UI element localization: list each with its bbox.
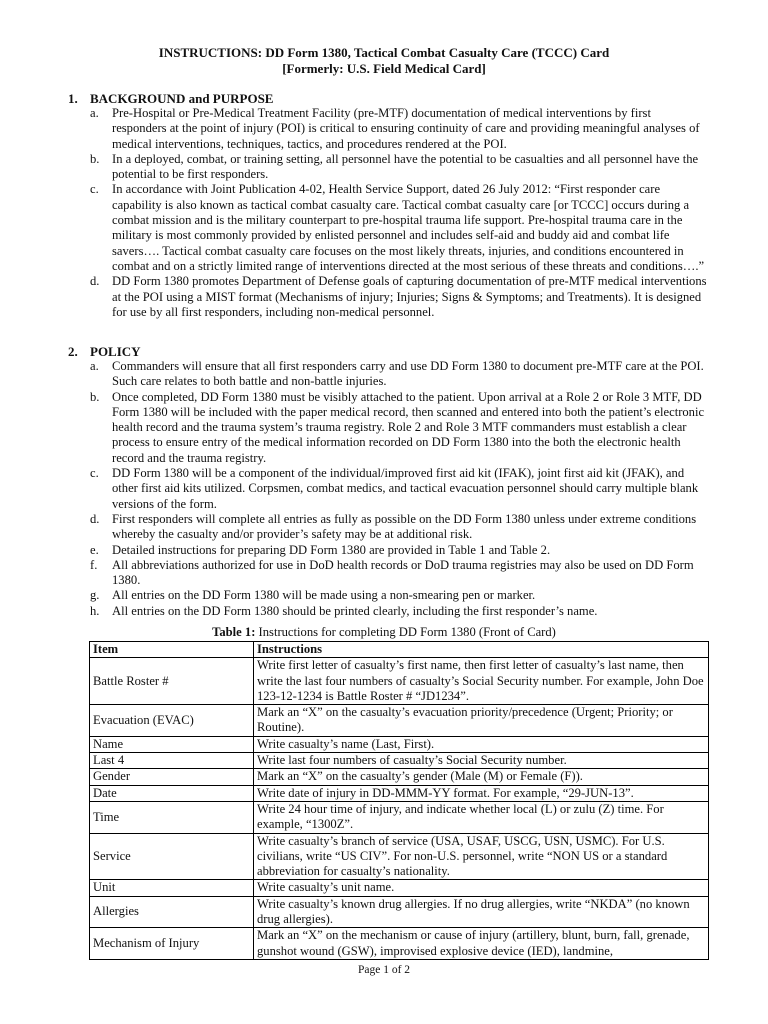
section-heading-background [68, 91, 708, 106]
section-heading-text: BACKGROUND and PURPOSE [90, 91, 274, 106]
column-header-item: Item [90, 642, 254, 658]
table-row [90, 896, 709, 928]
table-row [90, 753, 709, 769]
list-item [90, 543, 708, 558]
list-item-text: All entries on the DD Form 1380 should be printed clearly, including the first responder’s name. [112, 603, 598, 618]
table-caption-label: Table 1: [212, 625, 256, 639]
table-row [90, 736, 709, 752]
table-cell-item: Last 4 [90, 753, 254, 769]
table-cell-instructions: Write last four numbers of casualty’s Social Security number. [254, 753, 709, 769]
table-cell-instructions: Write first letter of casualty’s first name, then first letter of casualty’s last name, then write the last four numbers of casualty’s Social Security number. For example, John Doe 123-12-1234 is Battle Roster # “JD1234”. [254, 658, 709, 705]
title-line-1: INSTRUCTIONS: DD Form 1380, Tactical Combat Casualty Care (TCCC) Card [158, 45, 610, 60]
table-cell-instructions: Mark an “X” on the casualty’s gender (Male (M) or Female (F)). [254, 769, 709, 785]
table-row [90, 833, 709, 880]
table-cell-item: Mechanism of Injury [90, 928, 254, 960]
table-row [90, 880, 709, 896]
table-cell-instructions: Write 24 hour time of injury, and indicate whether local (L) or zulu (Z) time. For example, “1300Z”. [254, 801, 709, 833]
table-caption-text: Instructions for completing DD Form 1380 (Front of Card) [255, 625, 556, 639]
section-number: 1. [68, 91, 78, 106]
table-row [90, 658, 709, 705]
section-heading-text: POLICY [90, 344, 141, 359]
list-item [90, 182, 708, 274]
section-number: 2. [68, 344, 78, 359]
list-marker: c. [90, 466, 99, 481]
table-cell-item: Evacuation (EVAC) [90, 705, 254, 737]
list-item-text: All entries on the DD Form 1380 will be made using a non-smearing pen or marker. [112, 588, 536, 603]
list-marker: e. [90, 542, 99, 557]
table-row [90, 769, 709, 785]
table-cell-instructions: Mark an “X” on the casualty’s evacuation priority/precedence (Urgent; Priority; or Routine). [254, 705, 709, 737]
instructions-table [89, 641, 709, 960]
list-item-text: All abbreviations authorized for use in DoD health records or DoD trauma registries may also be used on DD Form 1380. [112, 557, 694, 588]
column-header-instructions: Instructions [254, 642, 709, 658]
table-cell-item: Name [90, 736, 254, 752]
table-cell-instructions: Write casualty’s name (Last, First). [254, 736, 709, 752]
table-cell-item: Time [90, 801, 254, 833]
list-marker: g. [90, 588, 100, 603]
table-cell-item: Date [90, 785, 254, 801]
list-marker: c. [90, 182, 99, 197]
table-row [90, 801, 709, 833]
list-item [90, 604, 708, 619]
title-line-2: [Formerly: U.S. Field Medical Card] [282, 61, 486, 76]
list-item [90, 152, 708, 183]
list-item-text: Once completed, DD Form 1380 must be visibly attached to the patient. Upon arrival at a Role 2 or Role 3 MTF, DD Form 1380 will be included with the paper medical record, then scanned and entered into both the patient’s electronic health record and the trauma system’s trauma registry. Role 2 and Role 3 MTF commanders must establish a clear process to ensure entry of the medical information recorded on DD Form 1380 into the both the electronic health record and the trauma registry. [112, 389, 705, 465]
list-item-text: First responders will complete all entries as fully as possible on the DD Form 1380 unless under extreme conditions whereby the casualty and/or provider’s safety may be at additional risk. [112, 511, 697, 542]
list-item [90, 588, 708, 603]
section-policy-items [90, 359, 708, 619]
section-background-items [90, 106, 708, 320]
table-cell-instructions: Write date of injury in DD-MMM-YY format. For example, “29-JUN-13”. [254, 785, 709, 801]
table-cell-instructions: Write casualty’s branch of service (USA, USAF, USCG, USN, USMC). For U.S. civilians, write “US CIV”. For non-U.S. personnel, write “NON US or a standard abbreviation for casualty’s nationality. [254, 833, 709, 880]
table-cell-item: Allergies [90, 896, 254, 928]
table-cell-instructions: Write casualty’s unit name. [254, 880, 709, 896]
list-item-text: DD Form 1380 will be a component of the individual/improved first aid kit (IFAK), joint first aid kit (JFAK), and other first aid kits utilized. Corpsmen, combat medics, and tactical evacuation personnel should carry multiple blank versions of the form. [112, 466, 699, 511]
list-item [90, 274, 708, 320]
list-item [90, 466, 708, 512]
table-cell-instructions: Write casualty’s known drug allergies. If no drug allergies, write “NKDA” (no known drug allergies). [254, 896, 709, 928]
list-item-text: DD Form 1380 promotes Department of Defense goals of capturing documentation of pre-MTF medical interventions at the POI using a MIST format (Mechanisms of injury; Injuries; Signs & Symptoms; and Treatments). It is designed for use by all first responders, including non-medical personnel. [112, 274, 707, 319]
table-cell-item: Battle Roster # [90, 658, 254, 705]
document-title [0, 45, 768, 77]
table-row [90, 705, 709, 737]
list-marker: d. [90, 511, 100, 526]
list-marker: a. [90, 359, 99, 373]
list-marker: b. [90, 151, 100, 166]
table-caption [0, 625, 768, 640]
table-row [90, 928, 709, 960]
list-marker: f. [90, 557, 98, 572]
list-item [90, 390, 708, 466]
list-item [90, 359, 708, 390]
list-marker: a. [90, 106, 99, 120]
section-heading-policy [68, 344, 708, 359]
list-marker: d. [90, 274, 100, 289]
table-cell-instructions: Mark an “X” on the mechanism or cause of injury (artillery, blunt, burn, fall, grenade, gunshot wound (GSW), improvised explosive device (IED), landmine, [254, 928, 709, 960]
list-item-text: In accordance with Joint Publication 4-02, Health Service Support, dated 26 July 2012: “First responder care capability is also known as tactical combat casualty care. Tactical combat casualty care [or TCCC] occurs during a combat mission and is the military counterpart to pre-hospital trauma life support. Pre-hospital trauma care in the military is most commonly provided by enlisted personnel and includes self-aid and buddy aid and combat life savers…. Tactical combat casualty care focuses on the most likely threats, injuries, and conditions encountered in combat and on a strictly limited range of interventions directed at the most serious of these threats and conditions….” [112, 182, 705, 273]
list-marker: h. [90, 603, 100, 618]
list-item-text: Pre-Hospital or Pre-Medical Treatment Facility (pre-MTF) documentation of medical interventions by first responders at the point of injury (POI) is critical to ensuring continuity of care and providing meaningful analyses of medical interventions, techniques, tactics, and procedures rendered at the POI. [112, 106, 700, 151]
list-item-text: Detailed instructions for preparing DD Form 1380 are provided in Table 1 and Table 2. [112, 542, 551, 557]
list-item [90, 106, 708, 152]
list-item-text: Commanders will ensure that all first responders carry and use DD Form 1380 to document pre-MTF care at the POI. Such care relates to both battle and non-battle injuries. [112, 359, 704, 389]
list-item-text: In a deployed, combat, or training setting, all personnel have the potential to be casualties and all personnel have the potential to be first responders. [112, 151, 699, 182]
list-item [90, 558, 708, 589]
list-marker: b. [90, 389, 100, 404]
table-cell-item: Service [90, 833, 254, 880]
page-number: Page 1 of 2 [357, 964, 411, 976]
table-header-row [90, 642, 709, 658]
table-row [90, 785, 709, 801]
table-cell-item: Gender [90, 769, 254, 785]
table-cell-item: Unit [90, 880, 254, 896]
list-item [90, 512, 708, 543]
